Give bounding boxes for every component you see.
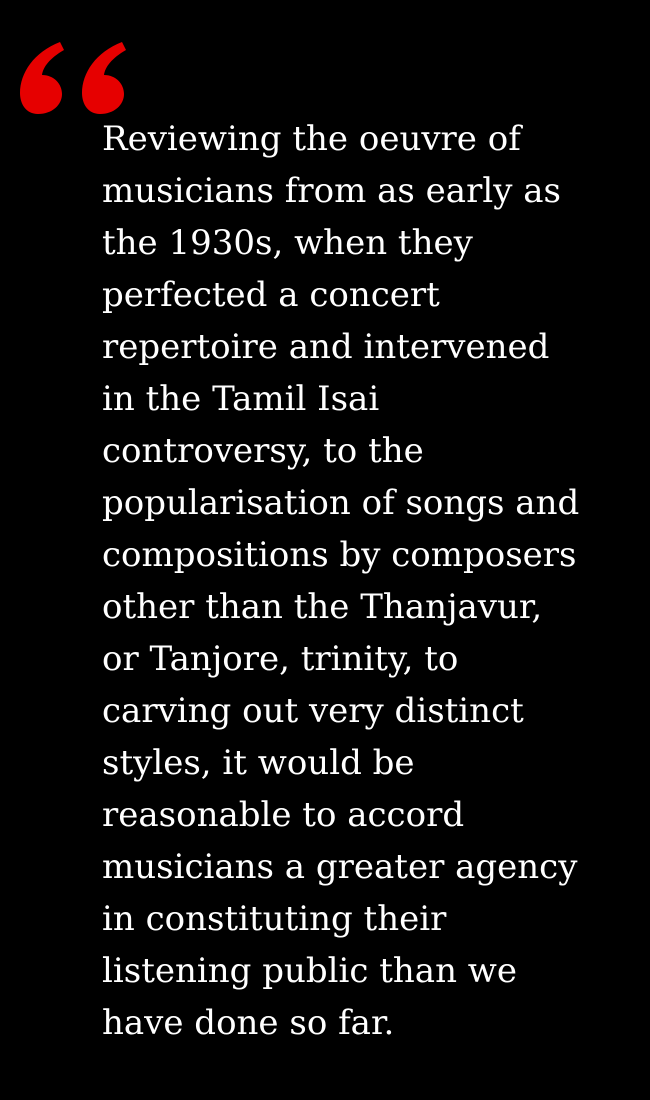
quote-line: in constituting their <box>102 899 447 939</box>
quote-line: popularisation of songs and <box>102 483 580 523</box>
quote-line: the 1930s, when they <box>102 223 473 263</box>
quote-line: musicians a greater agency <box>102 847 578 887</box>
quote-line: controversy, to the <box>102 431 424 471</box>
quote-line: Reviewing the oeuvre of <box>102 119 521 159</box>
quote-line: musicians from as early as <box>102 171 561 211</box>
quote-line: other than the Thanjavur, <box>102 587 543 627</box>
quote-line: listening public than we <box>102 951 518 991</box>
quote-line: carving out very distinct <box>102 691 524 731</box>
quote-line: have done so far. <box>102 1003 395 1043</box>
quote-line: repertoire and intervened <box>102 327 550 367</box>
quote-line: reasonable to accord <box>102 795 465 835</box>
quote-line: perfected a concert <box>102 275 440 315</box>
opening-quotation-mark-icon <box>18 40 130 114</box>
quote-line: compositions by composers <box>102 535 577 575</box>
quote-line: in the Tamil Isai <box>102 379 380 419</box>
quote-text <box>102 113 632 1049</box>
quote-line: styles, it would be <box>102 743 415 783</box>
quote-line: or Tanjore, trinity, to <box>102 639 459 679</box>
